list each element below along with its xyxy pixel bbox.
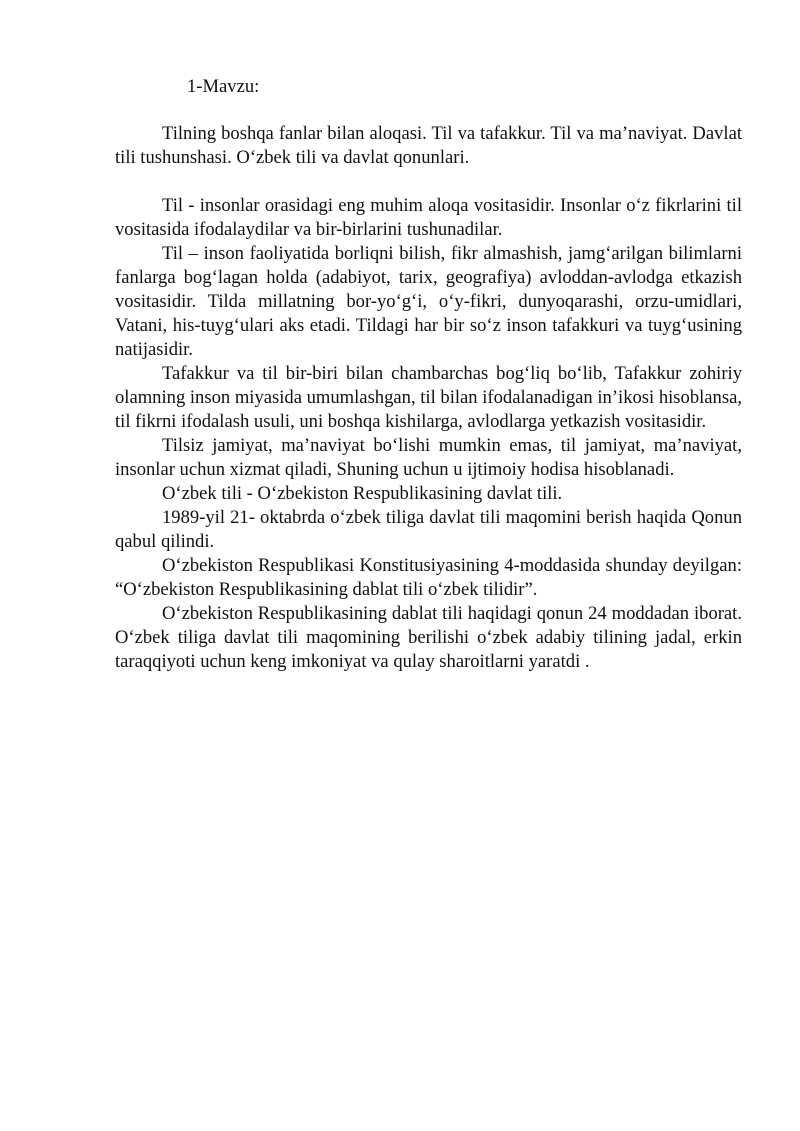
body-paragraph-4: Tilsiz jamiyat, ma’naviyat bo‘lishi mumkin emas, til jamiyat, ma’naviyat, insonlar uchun xizmat qiladi, Shuning uchun u ijtimoiy hodisa hisoblanadi. (115, 435, 742, 480)
body-paragraph-5: O‘zbek tili - O‘zbekiston Respublikasining davlat tili. (162, 483, 563, 504)
body-paragraph-8: O‘zbekiston Respublikasining dablat tili haqidagi qonun 24 moddadan iborat. O‘zbek tiliga davlat tili maqomining berilishi o‘zbek adabiy tilining jadal, erkin taraqqiyoti uchun keng imkoniyat va qulay sharoitlarni yaratdi . (115, 603, 742, 672)
document-page (115, 75, 742, 674)
body-paragraph-1: Til - insonlar orasidagi eng muhim aloqa vositasidir. Insonlar o‘z fikrlarini til vositasida ifodalaydilar va bir-birlarini tushunadilar. (115, 195, 742, 240)
topic-heading: 1-Mavzu: (187, 76, 260, 97)
body-paragraph-7: O‘zbekiston Respublikasi Konstitusiyasining 4-moddasida shunday deyilgan: “O‘zbekiston Respublikasining dablat tili o‘zbek tilidir”. (115, 555, 742, 600)
body-paragraph-2: Til – inson faoliyatida borliqni bilish, fikr almashish, jamg‘arilgan bilimlarni fanlarga bog‘lagan holda (adabiyot, tarix, geografiya) avloddan-avlodga etkazish vositasidir. Tilda millatning bor-yo‘g‘i, o‘y-fikri, dunyoqarashi, orzu-umidlari, Vatani, his-tuyg‘ulari aks etadi. Tildagi har bir so‘z inson tafakkuri va tuyg‘usining natijasidir. (115, 243, 742, 360)
body-paragraph-6: 1989-yil 21- oktabrda o‘zbek tiliga davlat tili maqomini berish haqida Qonun qabul qilindi. (115, 507, 742, 552)
body-paragraph-3: Tafakkur va til bir-biri bilan chambarchas bog‘liq bo‘lib, Tafakkur zohiriy olamning inson miyasida umumlashgan, til bilan ifodalanadigan in’ikosi hisoblansa, til fikrni ifodalash usuli, uni boshqa kishilarga, avlodlarga yetkazish vositasidir. (115, 363, 742, 432)
topic-title-paragraph: Tilning boshqa fanlar bilan aloqasi. Til va tafakkur. Til va ma’naviyat. Davlat tili tushunshasi. O‘zbek tili va davlat qonunlari. (115, 123, 742, 168)
